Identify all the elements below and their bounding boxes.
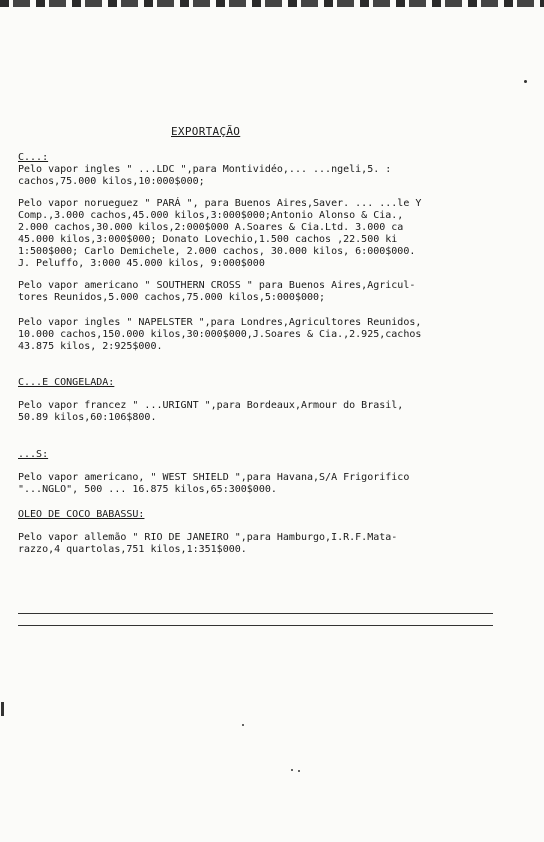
text-line: "...NGLO", 500 ... 16.875 kilos,65:300$000. — [18, 484, 277, 495]
section-4 — [18, 449, 488, 461]
text-line: Pelo vapor allemão " RIO DE JANEIRO ",para Hamburgo,I.R.F.Mata- — [18, 532, 398, 543]
section-2-paragraph-2 — [18, 280, 488, 304]
text-line: 50.89 kilos,60:106$800. — [18, 412, 157, 423]
text-line: 2.000 cachos,30.000 kilos,2:000$000 A.Soares & Cia.Ltd. 3.000 ca — [18, 222, 404, 233]
text-line: Comp.,3.000 cachos,45.000 kilos,3:000$000;Antonio Alonso & Cia., — [18, 210, 404, 221]
text-line: 10.000 cachos,150.000 kilos,30:000$000,J.Soares & Cia.,2.925,cachos — [18, 329, 422, 340]
text-line: J. Peluffo, 3:000 45.000 kilos, 9:000$000 — [18, 258, 265, 269]
scan-artifact — [298, 770, 300, 772]
document-title: EXPORTAÇÃO — [171, 125, 241, 138]
section-2 — [18, 198, 488, 270]
text-line: Pelo vapor norueguez " PARÁ ", para Buenos Aires,Saver. ... ...le Y — [18, 198, 422, 209]
divider-line — [18, 613, 493, 614]
text-line: Pelo vapor ingles " NAPELSTER ",para Londres,Agricultores Reunidos, — [18, 317, 422, 328]
text-line: Pelo vapor americano " SOUTHERN CROSS " para Buenos Aires,Agricul- — [18, 280, 416, 291]
text-line: 43.875 kilos, 2:925$000. — [18, 341, 163, 352]
text-line: 1:500$000; Carlo Demichele, 2.000 cachos, 30.000 kilos, 6:000$000. — [18, 246, 416, 257]
section-2-paragraph-3 — [18, 317, 488, 353]
scan-artifact — [524, 80, 527, 83]
section-5 — [18, 509, 488, 521]
section-3-paragraph — [18, 400, 488, 424]
text-line: Pelo vapor ingles " ...LDC ",para Montividéo,... ...ngeli,5. : — [18, 164, 392, 175]
text-line: tores Reunidos,5.000 cachos,75.000 kilos,5:000$000; — [18, 292, 326, 303]
text-line: razzo,4 quartolas,751 kilos,1:351$000. — [18, 544, 247, 555]
section-5-paragraph — [18, 532, 488, 556]
scan-artifact — [291, 769, 293, 771]
text-line: 45.000 kilos,3:000$000; Donato Lovechio,1.500 cachos ,22.500 ki — [18, 234, 398, 245]
text-line: Pelo vapor francez " ...URIGNT ",para Bordeaux,Armour do Brasil, — [18, 400, 404, 411]
section-4-paragraph — [18, 472, 488, 496]
section-heading: ...S: — [18, 449, 49, 460]
section-heading: OLEO DE COCO BABASSU: — [18, 509, 145, 520]
divider-line — [18, 625, 493, 626]
scan-edge-marks — [0, 0, 544, 7]
section-1 — [18, 152, 488, 188]
section-heading: C...: — [18, 152, 49, 163]
scan-artifact — [242, 724, 244, 726]
scan-artifact — [1, 702, 4, 716]
section-heading: C...E CONGELADA: — [18, 377, 115, 388]
text-line: cachos,75.000 kilos,10:000$000; — [18, 176, 205, 187]
section-3 — [18, 377, 488, 389]
text-line: Pelo vapor americano, " WEST SHIELD ",para Havana,S/A Frigorifico — [18, 472, 410, 483]
